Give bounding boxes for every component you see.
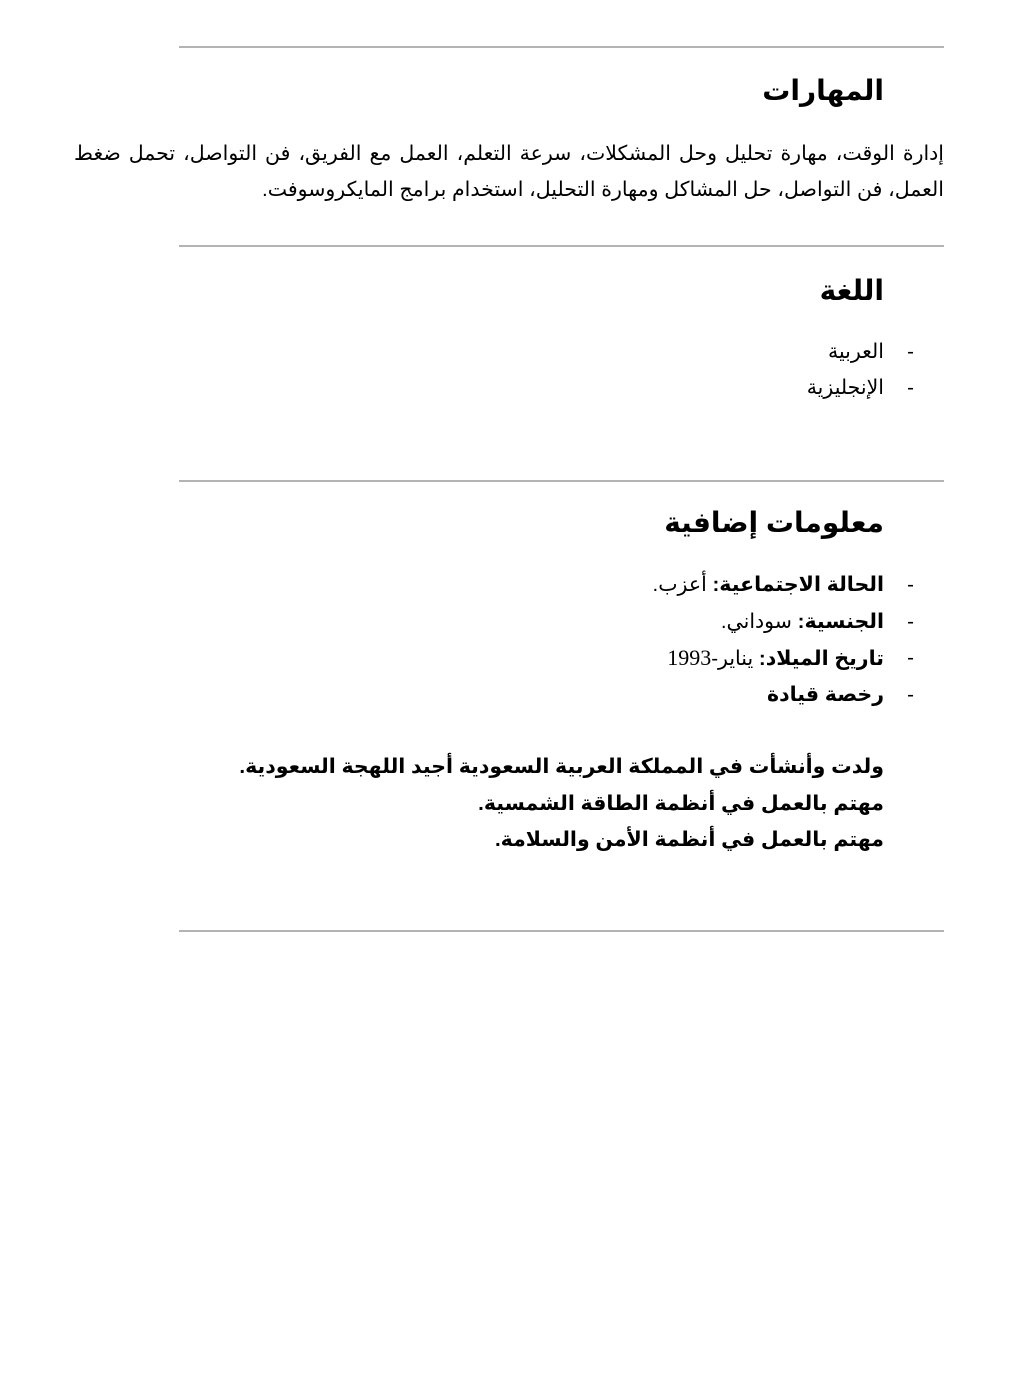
- list-item: [653, 677, 914, 714]
- birth-month: يناير-: [711, 647, 754, 670]
- list-item: [653, 604, 914, 641]
- note-line: مهتم بالعمل في أنظمة الأمن والسلامة.: [494, 828, 884, 851]
- additional-info-list: [653, 567, 914, 713]
- skills-text: إدارة الوقت، مهارة تحليل وحل المشكلات، سرعة التعلم، العمل مع الفريق، فن التواصل، تحمل ضغط العمل، فن التواصل، حل المشاكل ومهارة التحليل، استخدام برامج المايكروسوفت.: [74, 142, 944, 201]
- list-item: [807, 334, 914, 370]
- bullet-dash: -: [907, 376, 914, 399]
- list-item: [807, 370, 914, 406]
- language-english: الإنجليزية: [806, 376, 884, 399]
- marital-status-value: أعزب.: [652, 573, 707, 596]
- list-item: [653, 567, 914, 604]
- note-line: مهتم بالعمل في أنظمة الطاقة الشمسية.: [478, 791, 884, 815]
- section-divider: [179, 930, 944, 932]
- bullet-dash: -: [907, 340, 914, 363]
- section-divider: [179, 46, 944, 48]
- driving-license: رخصة قيادة: [766, 682, 884, 706]
- bullet-dash: -: [907, 609, 914, 633]
- language-heading: اللغة: [819, 275, 884, 306]
- birth-date-label: تاريخ الميلاد:: [758, 647, 884, 670]
- birth-year: 1993: [667, 645, 712, 670]
- nationality-label: الجنسية:: [797, 609, 884, 633]
- language-list: [807, 334, 914, 406]
- note-line: ولدت وأنشأت في المملكة العربية السعودية أجيد اللهجة السعودية.: [239, 755, 884, 778]
- section-divider: [179, 245, 944, 247]
- bullet-dash: -: [907, 573, 914, 596]
- bullet-dash: -: [907, 682, 914, 706]
- additional-notes: [239, 749, 884, 859]
- additional-info-heading: معلومات إضافية: [664, 507, 884, 538]
- marital-status-label: الحالة الاجتماعية:: [712, 573, 884, 596]
- language-arabic: العربية: [827, 340, 884, 363]
- list-item: [653, 640, 914, 677]
- section-divider: [179, 480, 944, 482]
- bullet-dash: -: [907, 646, 914, 669]
- skills-heading: المهارات: [762, 75, 884, 106]
- nationality-value: سوداني.: [720, 609, 792, 633]
